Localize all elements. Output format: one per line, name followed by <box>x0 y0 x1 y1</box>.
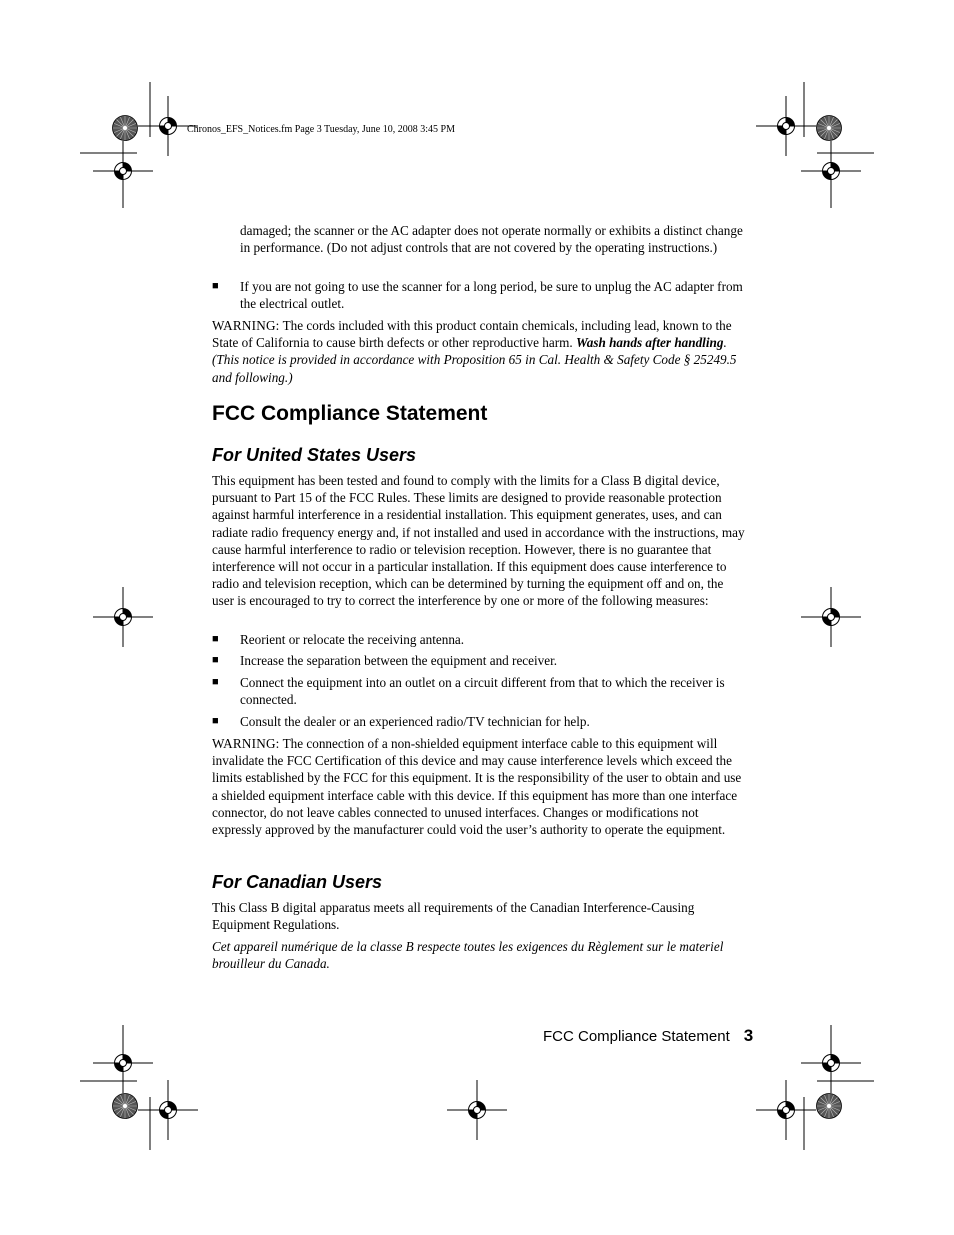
page-number: 3 <box>743 1026 754 1045</box>
registration-mark-icon <box>93 1033 153 1093</box>
bullet-square-icon: ■ <box>212 676 219 688</box>
warning-shielded-cable <box>212 735 747 838</box>
warning-label: WARNING: <box>212 318 280 333</box>
warning-text: The connection of a non-shielded equipment interface cable to this equipment will invalidate the FCC Certification of this device and may cause interference levels which exceed the limits established by the FCC for this equipment. It is the responsibility of the user to obtain and use a shielded equipment interface cable with this device. If this equipment has more than one interface connector, do not leave cables connected to unused interfaces. Changes or modifications not expressly approved by the manufacturer could void the user’s authority to operate the equipment. <box>212 736 742 838</box>
registration-mark-icon <box>93 141 153 201</box>
registration-mark-icon <box>801 587 861 647</box>
section-title: FCC Compliance Statement <box>212 402 488 425</box>
list-item-text: If you are not going to use the scanner for a long period, be sure to unplug the AC adapter from the electrical outlet. <box>240 279 743 312</box>
canada-french-paragraph: Cet appareil numérique de la classe B respecte toutes les exigences du Règlement sur le materiel brouilleur du Canada. <box>212 939 724 972</box>
registration-mark-icon <box>801 141 861 201</box>
us-paragraph: This equipment has been tested and found to comply with the limits for a Class B digital device, pursuant to Part 15 of the FCC Rules. These limits are designed to provide reasonable protection against harmful interference in a residential installation. This equipment generates, uses, and can radiate radio frequency energy and, if not installed and used in accordance with the instructions, may cause harmful interference to radio or television reception. However, there is no guarantee that interference will not occur in a particular installation. If this equipment does cause interference to radio and television reception, which can be determined by turning the equipment off and on, the user is encouraged to try to correct the interference by one or more of the following measures: <box>212 473 745 609</box>
warning-emphasis: Wash hands after handling <box>576 335 724 351</box>
footer-title: FCC Compliance Statement <box>543 1028 730 1045</box>
list-item-text: Consult the dealer or an experienced radio/TV technician for help. <box>240 714 590 729</box>
print-slug: Chronos_EFS_Notices.fm Page 3 Tuesday, June 10, 2008 3:45 PM <box>187 124 455 135</box>
list-item <box>212 278 747 312</box>
list-item <box>212 674 747 708</box>
star-target-icon <box>817 116 842 141</box>
list-item-text: Reorient or relocate the receiving antenna. <box>240 632 465 647</box>
registration-mark-icon <box>801 1033 861 1093</box>
bullet-square-icon: ■ <box>212 280 219 292</box>
registration-mark-icon <box>756 1080 816 1140</box>
crop-mark-bottom-right <box>804 1025 874 1150</box>
bullet-square-icon: ■ <box>212 715 219 727</box>
registration-mark-icon <box>138 1080 198 1140</box>
star-target-icon <box>817 1094 842 1119</box>
crop-mark-bottom-left <box>80 1025 150 1150</box>
registration-mark-icon <box>756 96 816 156</box>
star-target-icon <box>113 1094 138 1119</box>
canadian-users-heading: For Canadian Users <box>212 872 383 892</box>
continued-paragraph: damaged; the scanner or the AC adapter does not operate normally or exhibits a distinct change in performance. (Do not adjust controls that are not covered by the operating instructions.) <box>240 223 743 256</box>
warning-note: . (This notice is provided in accordance with Proposition 65 in Cal. Health & Safety Code § 25249.5 and following.) <box>212 335 737 385</box>
warning-label: WARNING: <box>212 736 280 751</box>
star-target-icon <box>113 116 138 141</box>
list-item <box>212 631 747 648</box>
list-item <box>212 713 747 730</box>
list-item-text: Connect the equipment into an outlet on a circuit different from that to which the receiver is connected. <box>240 675 725 708</box>
crop-mark-top-right <box>804 82 874 208</box>
crop-mark-top-left <box>80 82 150 208</box>
list-item <box>212 652 747 669</box>
warning-prop65 <box>212 317 747 386</box>
registration-mark-icon <box>93 587 153 647</box>
bullet-square-icon: ■ <box>212 654 219 666</box>
page-footer <box>543 1026 753 1046</box>
canada-english-paragraph: This Class B digital apparatus meets all requirements of the Canadian Interference-Causing Equipment Regulations. <box>212 900 695 933</box>
list-item-text: Increase the separation between the equipment and receiver. <box>240 653 558 668</box>
us-users-heading: For United States Users <box>212 445 417 465</box>
warning-text: The cords included with this product contain chemicals, including lead, known to the State of California to cause birth defects or other reproductive harm. <box>212 318 732 351</box>
bullet-square-icon: ■ <box>212 633 219 645</box>
registration-mark-icon <box>447 1080 507 1140</box>
